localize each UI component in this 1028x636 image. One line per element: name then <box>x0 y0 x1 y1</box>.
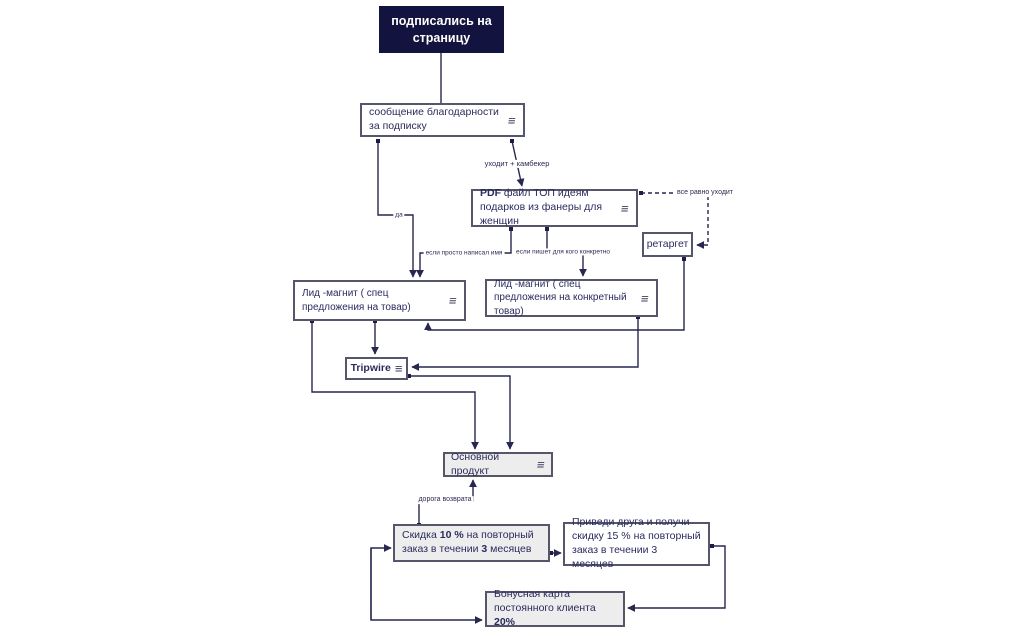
node-retarget-label: ретаргет <box>646 237 689 250</box>
node-discount-label <box>402 529 541 557</box>
bonus-bold-20: 20% <box>494 615 516 628</box>
node-retarget[interactable] <box>642 232 693 257</box>
node-pdf-bold: PDF <box>480 187 501 200</box>
edge-bonus-discount <box>371 548 391 620</box>
node-thanks-label: сообщение благодарности за подписку <box>369 106 499 132</box>
edge-thanks-leadleft <box>378 141 413 277</box>
node-referral-label: Приведи друга и получи скидку 15 % на повторный заказ в течении 3 месяцев <box>572 516 701 570</box>
node-menu-icon[interactable]: ≡ <box>620 200 631 216</box>
edge-leadright-tripwire <box>412 317 638 367</box>
node-referral-discount[interactable] <box>563 516 710 570</box>
edge-label-writes-for-specific: если пишет для кого конкретно <box>516 248 610 256</box>
node-discount-10[interactable] <box>393 524 550 562</box>
node-bonus-label <box>494 588 616 630</box>
edge-leadleft-mainproduct <box>312 321 475 449</box>
discount-bold-10: 10 % <box>439 529 464 542</box>
node-bonus-card[interactable] <box>485 588 625 628</box>
node-lead-magnet-product[interactable] <box>293 280 466 321</box>
node-subscribed-label: подписались на страницу <box>391 14 492 45</box>
edge-label-just-wrote-name: если просто написал имя <box>425 249 503 257</box>
node-menu-icon[interactable]: ≡ <box>536 457 547 472</box>
node-main-product-label: Основной продукт <box>451 450 500 477</box>
discount-part: месяцев <box>487 543 532 555</box>
node-menu-icon[interactable]: ≡ <box>394 361 403 376</box>
node-main-product[interactable] <box>443 452 553 477</box>
discount-bold-3: 3 <box>481 543 488 555</box>
node-pdf-label <box>480 187 617 229</box>
edge-tripwire-mainproduct <box>409 376 510 449</box>
edge-label-still-leaves: все равно уходит <box>676 189 734 197</box>
node-lead-magnet-specific[interactable] <box>485 279 658 317</box>
node-menu-icon[interactable]: ≡ <box>640 290 651 306</box>
edge-label-leaves-comebacker: уходит + камбекер <box>484 158 550 168</box>
node-subscribed[interactable] <box>379 6 504 53</box>
node-tripwire[interactable] <box>345 357 408 380</box>
node-pdf-rest: файл ТОП идеям подарков из фанеры для женщин <box>480 187 603 227</box>
node-menu-icon[interactable]: ≡ <box>448 293 459 308</box>
node-lead-left-label: Лид -магнит ( спец предложения на товар) <box>302 288 411 313</box>
edge-label-return-road: дорога возврата <box>418 496 472 504</box>
node-menu-icon[interactable]: ≡ <box>507 112 518 128</box>
bonus-part: Бонусная карта постоянного клиента <box>494 588 596 615</box>
node-thanks-message[interactable] <box>360 103 525 137</box>
node-tripwire-label: Tripwire <box>350 361 391 374</box>
discount-part: на повторный заказ в течении <box>402 529 534 555</box>
node-lead-right-label: Лид -магнит ( спец предложения на конкретный товар) <box>494 279 627 317</box>
discount-part: Скидка <box>402 529 440 542</box>
edge-label-yes: да <box>395 211 403 219</box>
node-pdf-file[interactable] <box>471 189 638 227</box>
